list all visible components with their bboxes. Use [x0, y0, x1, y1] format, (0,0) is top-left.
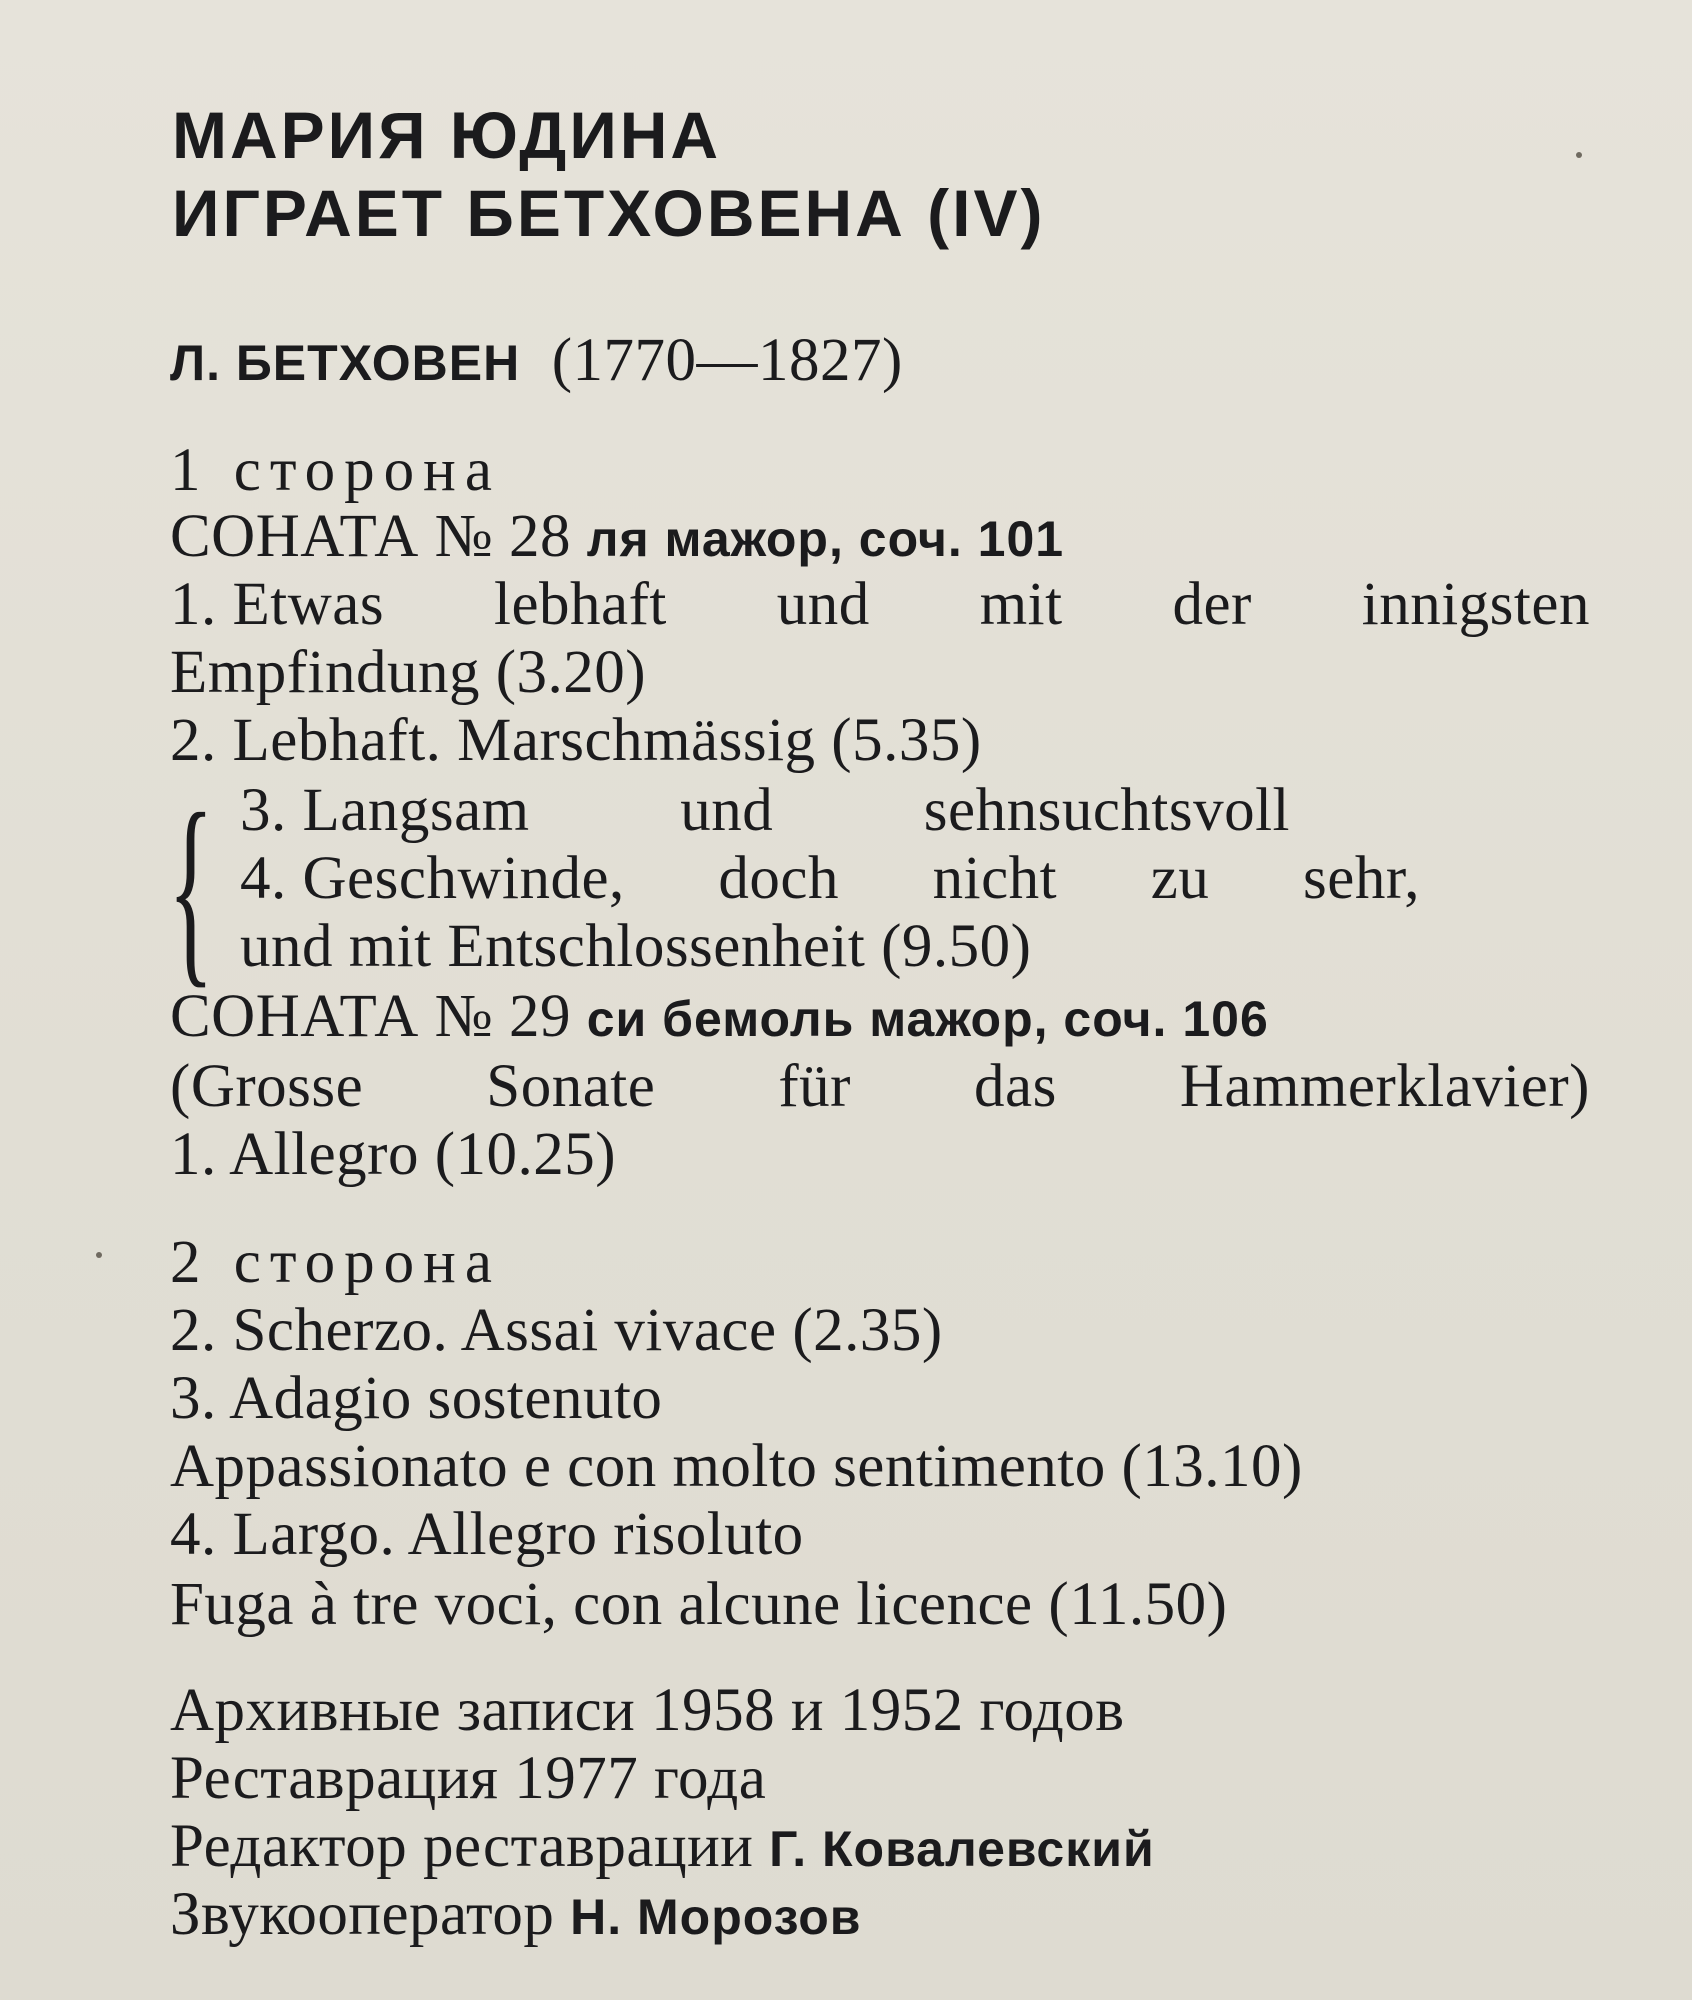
side-1-label: 1 сторона — [170, 437, 501, 504]
word: und — [680, 777, 774, 844]
sonata-29-subtitle — [170, 1052, 1590, 1122]
sonata-29-heading — [170, 982, 1269, 1054]
word: sehr, — [1303, 845, 1420, 912]
side-2-movement-2: 2. Scherzo. Assai vivace (2.35) — [170, 1297, 943, 1364]
side-2-movement-4-cont: Fuga à tre voci, con alcune licence (11.50) — [170, 1571, 1228, 1638]
sonata-28-heading — [170, 502, 1064, 574]
sonata-28-movement-4 — [240, 844, 1420, 914]
sonata-28-movement-4-cont: und mit Entschlossenheit (9.50) — [240, 913, 1032, 980]
word: nicht — [932, 845, 1058, 912]
side-2-label: 2 сторона — [170, 1229, 501, 1296]
sonata-28-movement-2: 2. Lebhaft. Marschmässig (5.35) — [170, 707, 982, 774]
sonata-28-movement-3 — [240, 776, 1290, 846]
word: 3. Langsam — [240, 777, 530, 844]
side-2-movement-3-cont: Appassionato e con molto sentimento (13.10) — [170, 1433, 1303, 1500]
word: lebhaft — [494, 571, 667, 638]
word: Sonate — [486, 1053, 656, 1120]
composer-years: (1770—1827) — [551, 327, 903, 394]
word: doch — [718, 845, 839, 912]
grouping-brace: { — [168, 770, 214, 1005]
sonata-28-key: ля мажор, соч. 101 — [586, 511, 1065, 567]
engineer-label: Звукооператор — [170, 1881, 555, 1948]
credits-engineer — [170, 1880, 862, 1952]
credits-archive: Архивные записи 1958 и 1952 годов — [170, 1677, 1125, 1744]
composer-name: Л. БЕТХОВЕН — [170, 335, 521, 391]
word: zu — [1150, 845, 1210, 912]
sonata-28-movement-1-cont: Empfindung (3.20) — [170, 639, 647, 706]
word: sehnsuchtsvoll — [923, 777, 1290, 844]
editor-name: Г. Ковалевский — [769, 1821, 1155, 1877]
sonata-28-number: СОНАТА № 28 — [170, 503, 571, 570]
sonata-29-movement-1: 1. Allegro (10.25) — [170, 1121, 617, 1188]
sonata-29-key: си бемоль мажор, соч. 106 — [586, 991, 1269, 1047]
word: Hammerklavier) — [1179, 1053, 1590, 1120]
word: mit — [979, 571, 1063, 638]
word: 4. Geschwinde, — [240, 845, 625, 912]
word: das — [974, 1053, 1057, 1120]
sonata-28-movement-1 — [170, 570, 1590, 640]
composer-line — [170, 326, 903, 398]
sonata-29-number: СОНАТА № 29 — [170, 983, 571, 1050]
word: und — [776, 571, 870, 638]
word: 1. Etwas — [170, 571, 385, 638]
word: (Grosse — [170, 1053, 364, 1120]
side-2-movement-3: 3. Adagio sostenuto — [170, 1365, 663, 1432]
word: der — [1172, 571, 1252, 638]
album-title-line-1: МАРИЯ ЮДИНА — [172, 98, 722, 172]
side-2-movement-4: 4. Largo. Allegro risoluto — [170, 1501, 804, 1568]
engineer-name: Н. Морозов — [570, 1889, 862, 1945]
paper-speck — [1576, 152, 1582, 158]
album-title-line-2: ИГРАЕТ БЕТХОВЕНА (IV) — [172, 176, 1046, 250]
paper-speck — [96, 1252, 102, 1258]
credits-restoration: Реставрация 1977 года — [170, 1745, 767, 1812]
editor-label: Редактор реставрации — [170, 1813, 754, 1880]
word: innigsten — [1361, 571, 1590, 638]
credits-editor — [170, 1812, 1155, 1884]
word: für — [778, 1053, 851, 1120]
